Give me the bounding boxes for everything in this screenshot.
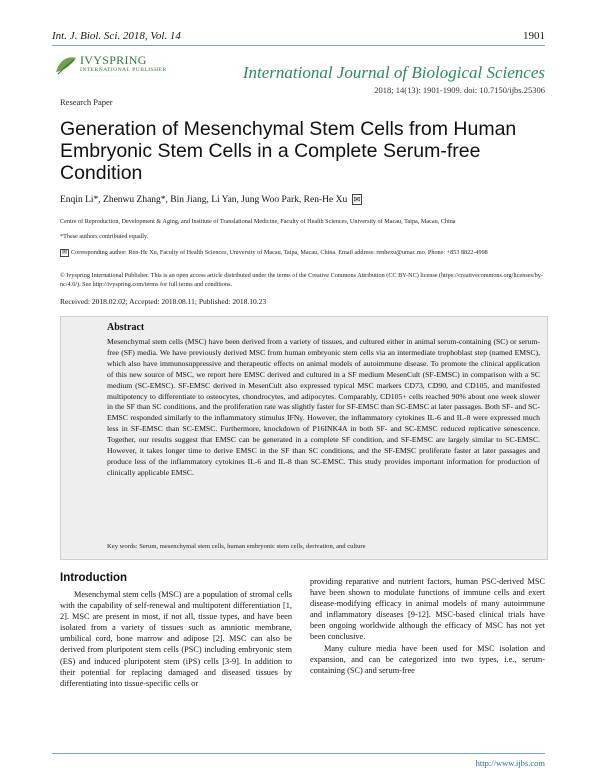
publication-dates: Received: 2018.02.02; Accepted: 2018.08.11; Published: 2018.10.23 bbox=[60, 297, 267, 306]
article-title: Generation of Mesenchymal Stem Cells from Human Embryonic Stem Cells in a Complete Serum-free Condition bbox=[60, 118, 517, 184]
envelope-icon: ✉ bbox=[353, 195, 361, 204]
publisher-logo-sub: INTERNATIONAL PUBLISHER bbox=[80, 67, 167, 73]
authors-text: Enqin Li*, Zhenwu Zhang*, Bin Jiang, Li Yan, Jung Woo Park, Ren-He Xu bbox=[60, 195, 348, 205]
header-rule bbox=[52, 45, 545, 46]
intro-column-right bbox=[310, 576, 545, 676]
intro-paragraph-continued: providing reparative and nutrient factors, human PSC-derived MSC have been shown to modulate functions of immune cells and exert disease-modifying efficacy in animal models of many autoimmune and inflammatory diseases [9-12]. MSC-based clinical trials have been ongoing worldwide although the efficacy of MSC has not yet been conclusive. bbox=[310, 577, 545, 642]
intro-column-left: Mesenchymal stem cells (MSC) are a population of stromal cells with the capability of self-renewal and multipotent differentiation [1, 2]. MSC are present in most, if not all, tissue types, and have been isolated from a variety of tissues such as amniotic membrane, umbilical cord, bone marrow and adipose [2]. MSC can also be derived from pluripotent stem cells (PSC) including embryonic stem (ES) and induced pluripotent stem (iPS) cells [3-9]. In addition to their potential for replacing damaged and diseased tissues by differentiating into tissue-specific cells or bbox=[60, 590, 292, 688]
publisher-logo-name: IVYSPRING bbox=[80, 53, 147, 67]
affiliation: Centre of Reproduction, Development & Aging, and Institute of Translational Medicine, Faculty of Health Sciences, University of Macau, Taipa, Macau, China bbox=[60, 218, 456, 225]
citation: 2018; 14(13): 1901-1909. doi: 10.7150/ijbs.25306 bbox=[374, 85, 545, 95]
footer-url[interactable]: http://www.ijbs.com bbox=[475, 758, 545, 768]
corresponding-author bbox=[60, 248, 550, 258]
abstract-heading: Abstract bbox=[107, 322, 145, 333]
envelope-small-icon: ✉ bbox=[62, 250, 68, 256]
introduction-heading: Introduction bbox=[60, 572, 128, 584]
abstract-text: Mesenchymal stem cells (MSC) have been derived from a variety of tissues, and cultured either in animal serum-containing (SC) or serum-free (SF) media. We have previously derived MSC from human embryonic stem cells via an intermediate trophoblast step (named EMSC), which also have immunosuppressive and therapeutic effects on animal models of autoimmune disease. To promote the clinical application of this new source of MSC, we report here EMSC derived and cultured in a SF medium MesenCult (SF-EMSC) in comparison with a SC medium (SC-EMSC). SF-EMSC derived in MesenCult also expressed typical MSC markers CD73, CD90, and CD105, and manifested multipotency to differentiate to osteocytes, chondrocytes, and adipocytes. Comparably, CD105+ cells reached 90% about one week slower in the SF than SC conditions, and the proliferation rate was slightly faster for SF-EMSC than SC-EMSC at later passages. Both SF- and SC-EMSC responded similarly to the inflammatory stimulus IFNγ. However, the inflammatory cytokines IL-6 and IL-8 were expressed much less in SF-EMSC than SC-EMSC. Furthermore, knockdown of P16INK4A in both SF- and SC-EMSC reduced replicative senescence. Together, our results suggest that EMSC can be generated in a complete SF condition, and SF-EMSC are largely similar to SC-EMSC. However, it takes longer time to derive EMSC in the SF than SC conditions, and the SF-EMSC proliferate faster at later passages and produce less of the inflammatory cytokines IL-6 and IL-8 than SC-EMSC. This study provides important information for production of clinically applicable EMSC. bbox=[107, 337, 540, 477]
intro-paragraph-2: Many culture media have been used for MSC isolation and expansion, and can be categorized into two types, i.e., serum-containing (SC) and serum-free bbox=[310, 643, 545, 675]
article-type: Research Paper bbox=[60, 97, 113, 107]
keywords: Key words: Serum, mesenchymal stem cells, human embryonic stem cells, derivation, and culture bbox=[107, 543, 366, 550]
copyright-notice: © Ivyspring International Publisher. This is an open access article distributed under the terms of the Creative Commons Attribution (CC BY-NC) license (https://creativecommons.org/licenses/by-nc/4.0/). See http://ivyspring.com/terms for full terms and conditions. bbox=[60, 272, 543, 288]
equal-contribution-note: *These authors contributed equally. bbox=[60, 233, 149, 240]
ivyspring-leaf-icon bbox=[54, 54, 78, 76]
running-head: Int. J. Biol. Sci. 2018, Vol. 14 bbox=[52, 30, 181, 42]
author-list bbox=[60, 195, 362, 205]
journal-name: International Journal of Biological Sciences bbox=[242, 63, 545, 82]
page-number: 1901 bbox=[523, 30, 545, 42]
corresponding-text: Corresponding author: Ren-He Xu, Faculty of Health Sciences, University of Macau, Taipa, Macau, China. Email address: renhexu@umac.mo. Phone: +853 8822-4998 bbox=[71, 249, 488, 256]
footer-rule bbox=[52, 753, 545, 754]
